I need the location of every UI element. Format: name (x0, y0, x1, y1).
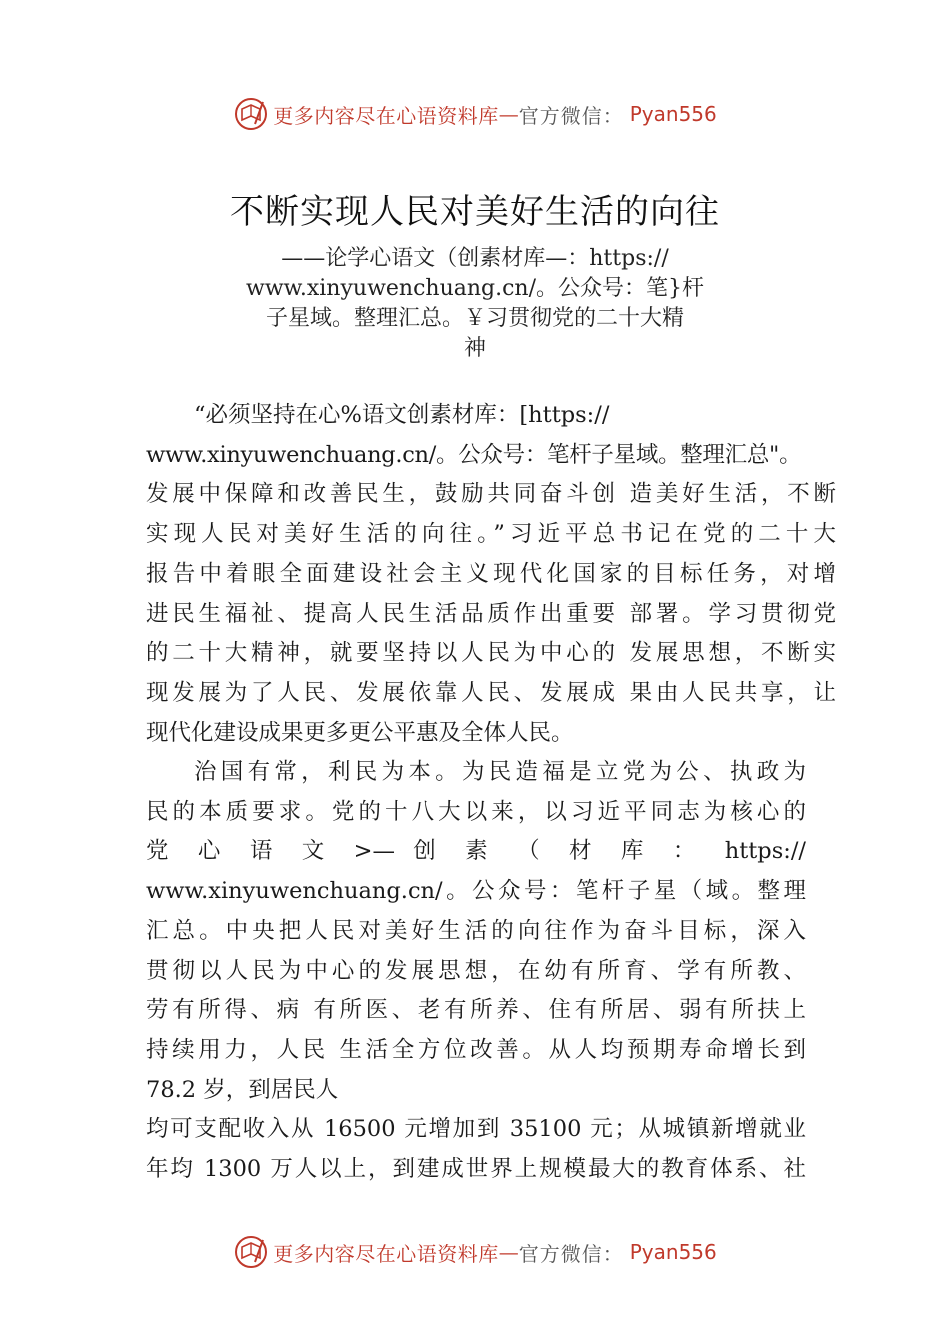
paragraph-2 (146, 753, 806, 1190)
banner-site-name: 更多内容尽在心语资料库 (273, 103, 499, 128)
paragraph-line: 民的本质要求。党的十八大以来，以习近平同志为核心的 (146, 798, 806, 825)
paragraph-line: 治国有常，利民为本。为民造福是立党为公、执政为 (194, 759, 806, 785)
paragraph-1 (146, 396, 836, 753)
book-quill-seal-icon (233, 96, 269, 132)
paragraph-line: 实现人民对美好生活的向往。”习近平总书记在党的二十大 (146, 521, 836, 548)
paragraph-line: 均可支配收入从 16500 元增加到 35100 元；从城镇新增就业 (146, 1116, 806, 1143)
paragraph-line: 发展中保障和改善民生，鼓励共同奋斗创 造美好生活，不断 (146, 481, 836, 508)
document-subtitle (225, 244, 725, 364)
paragraph-line: 劳有所得、病 有所医、老有所养、住有所居、弱有所扶上 (146, 997, 806, 1024)
banner-wechat-handle: Pyan556 (629, 1240, 717, 1264)
document-title: 不断实现人民对美好生活的向往 (230, 192, 720, 232)
paragraph-line: 贯彻以人民为中心的发展思想，在幼有所育、学有所教、 (146, 957, 806, 984)
subtitle-line: 子星域。整理汇总。￥习贯彻党的二十大精 (265, 306, 684, 331)
subtitle-line: ——论学心语文（创素材库—：https:// (281, 246, 669, 271)
header-banner (0, 92, 950, 136)
paragraph-line: 的二十大精神，就要坚持以人民为中心的 发展思想，不断实 (146, 640, 836, 667)
banner-dash: — (498, 1240, 519, 1264)
banner-wechat-label: 官方微信： (518, 1241, 624, 1266)
banner-dash: — (498, 102, 519, 126)
book-quill-seal-icon (233, 1234, 269, 1270)
paragraph-line: 报告中着眼全面建设社会主义现代化国家的目标任务，对增 (146, 560, 836, 587)
banner-site-name: 更多内容尽在心语资料库 (273, 1241, 499, 1266)
paragraph-line: www.xinyuwenchuang.cn/。公众号：笔杆子星域。整理汇总"。 (146, 441, 802, 468)
paragraph-line: 年均 1300 万人以上，到建成世界上规模最大的教育体系、社 (146, 1156, 806, 1183)
paragraph-line: 进民生福祉、提高人民生活品质作出重要 部署。学习贯彻党 (146, 600, 836, 627)
subtitle-line: 神 (463, 336, 486, 361)
paragraph-line: 现发展为了人民、发展依靠人民、发展成 果由人民共享，让 (146, 679, 836, 706)
paragraph-line: 现代化建设成果更多更公平惠及全体人民。 (146, 719, 574, 746)
paragraph-line: www.xinyuwenchuang.cn/。公众号：笔杆子星（域。整理 (146, 878, 806, 905)
paragraph-line: 党 心 语 文 >— 创 素 （ 材 库 ： https:// (146, 838, 806, 865)
paragraph-line: “必须坚持在心%语文创素材库：[https:// (194, 402, 610, 428)
paragraph-line: 78.2 岁，到居民人 (146, 1076, 339, 1103)
footer-banner (0, 1230, 950, 1274)
paragraph-line: 持续用力，人民 生活全方位改善。从人均预期寿命增长到 (146, 1036, 806, 1063)
paragraph-line: 汇总。中央把人民对美好生活的向往作为奋斗目标，深入 (146, 917, 806, 944)
subtitle-line: www.xinyuwenchuang.cn/。公众号：笔}杆 (245, 276, 705, 301)
banner-wechat-handle: Pyan556 (629, 102, 717, 126)
banner-wechat-label: 官方微信： (518, 103, 624, 128)
